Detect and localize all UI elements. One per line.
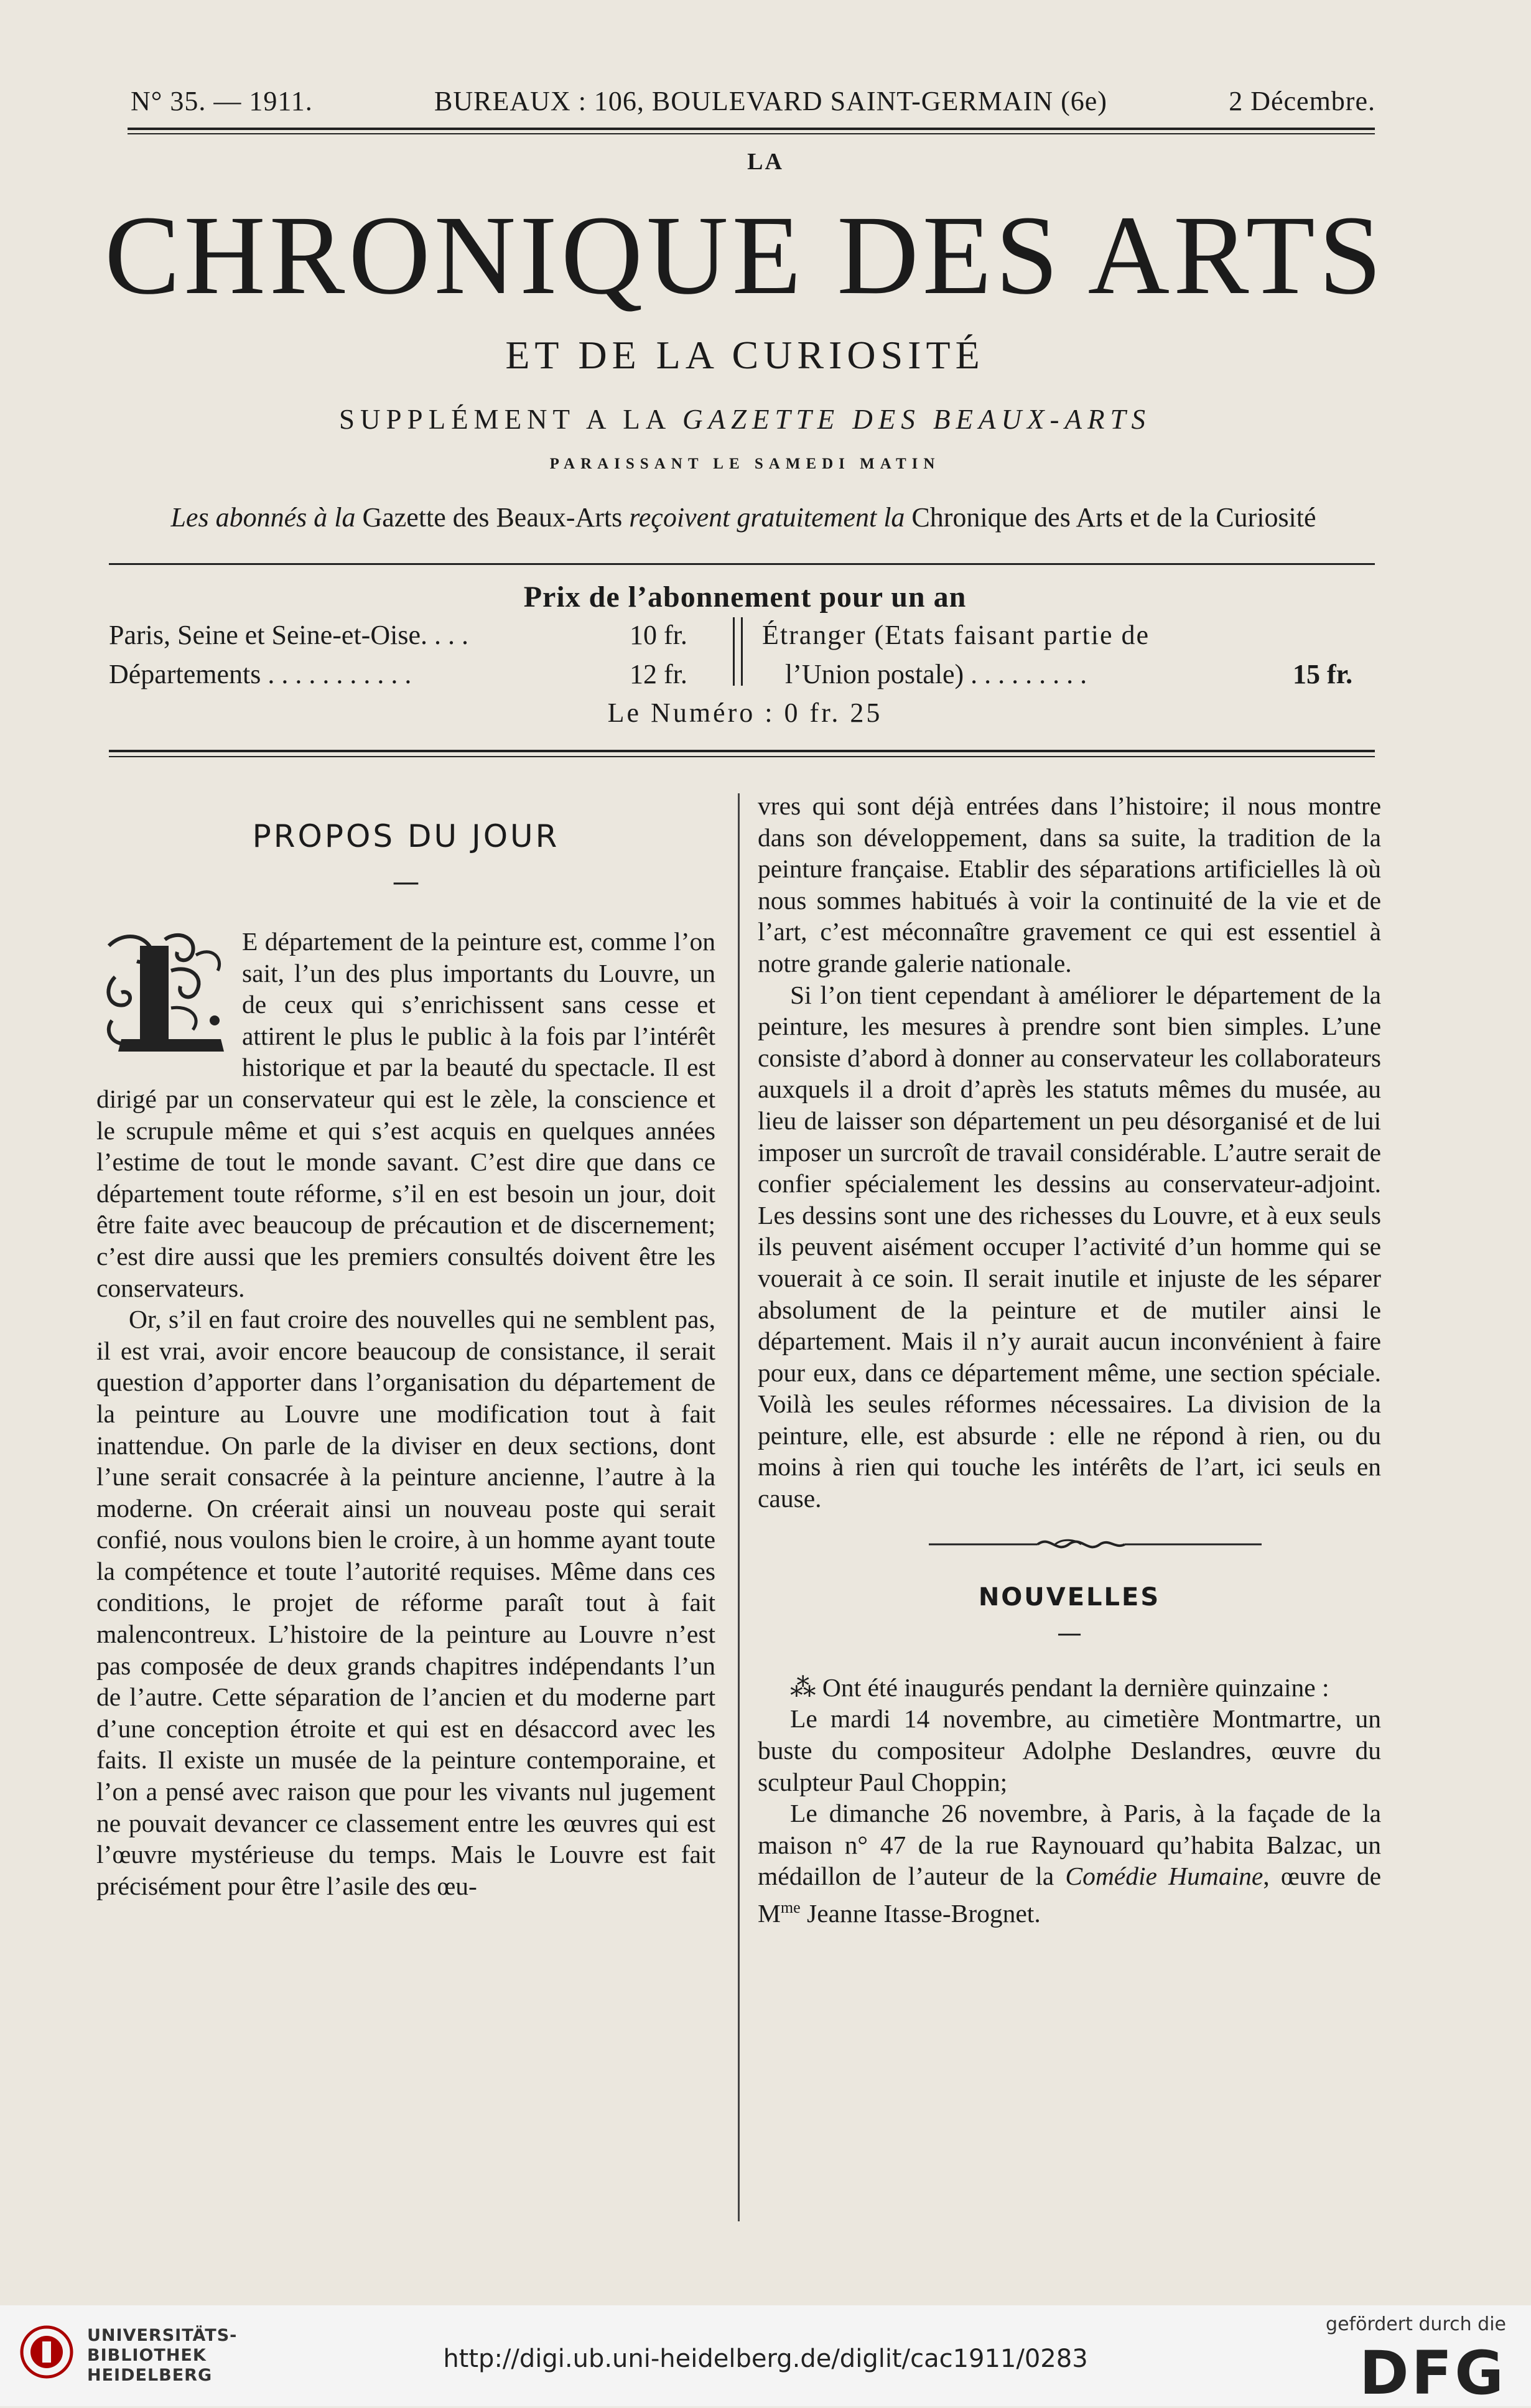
item2-pre: Le dimanche 26 novembre, à Paris, à la façade de la maison n° 47 de la rue Raynouard qu’habita Balzac, un médaillon de l’auteur de la: [758, 1799, 1381, 1891]
propos-dash: —: [392, 866, 420, 898]
paris-label: Paris, Seine et Seine-et-Oise. . . .: [109, 620, 468, 650]
departements-label: Départements . . . . . . . . . . .: [109, 659, 412, 689]
etranger-price: 15 fr.: [1293, 659, 1353, 689]
item2-italic: Comédie Humaine: [1065, 1862, 1263, 1891]
propos-paragraph-4: Si l’on tient cependant à améliorer le département de la peinture, les mesures à prendre sont bien simples. L’une consiste d’abord à donner au conservateur les collaborateurs auxquels il a droit d’après les statuts mêmes du musée, au lieu de laisser son département un peu désorganisé et de lui imposer un surcroît de travail considérable. L’autre serait de confier spécialement les dessins au conservateur-adjoint. Les dessins sont une des richesses du Louvre, et à eux seuls ils peuvent aisément occuper l’activité d’un homme qui se vouerait à ce soin. Il serait inutile et injuste de les séparer absolument de la peinture et de mutiler ainsi le département. Mais il n’y aurait aucun inconvénient à faire pour eux, dans ce département même, une section spéciale. Voilà les seules réformes nécessaires. La division de la peinture, elle, est absurde : elle ne répond à rien, ou du moins à rien qui touche les intérêts de l’art, ici seuls en cause.: [758, 980, 1381, 1513]
funded-by-label: gefördert durch die: [1326, 2313, 1506, 2335]
departements-price: 12 fr.: [630, 659, 687, 689]
nouvelles-intro-text: Ont été inaugurés pendant la dernière quinzaine :: [816, 1673, 1329, 1702]
nouvelles-heading: NOUVELLES: [978, 1582, 1161, 1612]
masthead-title: CHRONIQUE DES ARTS: [105, 193, 1385, 318]
propos-paragraph-1: E département de la peinture est, comme l’on sait, l’un des plus importants du Louvre, un de ceux qui s’enrichissent sans cesse et attirent le plus le public à la fois par l’intérêt historique et par la beauté du spectacle. Il est dirigé par un conservateur qui est le zèle, la conscience et le scrupule même et qui s’est acquis en quelques années l’estime de tout le monde savant. C’est dire que dans ce département toute réforme, s’il en est besoin un jour, doit être faite avec beaucoup de précaution et de discernement; c’est dire aussi que les premiers consultés doivent être les conservateurs.: [96, 927, 715, 1302]
issue-date: 2 Décembre.: [1229, 86, 1375, 116]
nouvelles-intro: [758, 1672, 1381, 1704]
supplement-line: [0, 403, 1490, 436]
propos-column-right: [758, 790, 1381, 1929]
paris-price: 10 fr.: [630, 620, 687, 650]
masthead-rule: [109, 563, 1375, 565]
subscription-divider-right: [741, 617, 743, 686]
office-address: BUREAUX : 106, BOULEVARD SAINT-GERMAIN (6e): [434, 86, 1107, 116]
propos-paragraph-2: Or, s’il en faut croire des nouvelles qui ne semblent pas, il est vrai, avoir encore beaucoup de consistance, il serait question d’apporter dans l’organisation du département de la peinture au Louvre une modification tout à fait inattendue. On parle de la diviser en deux sections, dont l’une serait consacrée à la peinture ancienne, l’autre à la moderne. On créerait ainsi un nouveau poste qui serait confié, nous voulons bien le croire, à un homme ayant toute la compétence et toute l’autorité requises. Même dans ces conditions, le projet de réforme paraît tout à fait malencontreux. L’histoire de la peinture au Louvre n’est pas composée de deux grands chapitres indépendants l’un de l’autre. Cette séparation de l’ancien et du moderne part d’une conception étroite et qui est en désaccord avec les faits. Il existe un musée de la peinture contemporaine, et l’on a pensé avec raison que pour les vivants nul jugement ne pouvait devancer ce classement entre les œuvres qui est l’œuvre mystérieuse du temps. Mais le Louvre est fait précisément pour être l’asile des œu-: [96, 1305, 715, 1900]
header-rule: [128, 128, 1375, 130]
subscription-title: Prix de l’abonnement pour un an: [523, 581, 967, 614]
numero-price: Le Numéro : 0 fr. 25: [607, 698, 883, 728]
asterism-icon: ⁂: [790, 1673, 816, 1702]
item2-sup: me: [780, 1898, 801, 1916]
masthead-la: LA: [747, 149, 784, 175]
nouvelles-dash: —: [1057, 1619, 1082, 1648]
library-line-3: HEIDELBERG: [87, 2366, 213, 2385]
propos-paragraph-3: vres qui sont déjà entrées dans l’histoire; il nous montre dans son développement, dans sa suite, la tradition de la peinture française. Etablir des séparations artificielles là où nous sommes habitués à voir la continuité de la vie et de l’art, c’est méconnaître gravement ce qui est essentiel à notre grande galerie nationale.: [758, 791, 1381, 978]
subscription-divider-left: [733, 617, 735, 686]
subscribers-part4: Chronique des Arts et de la Curiosité: [905, 502, 1316, 533]
dfg-logo: DFG: [1359, 2338, 1506, 2408]
header-rule-thin: [128, 133, 1375, 134]
subscribers-part3: reçoivent gratuitement la: [629, 502, 905, 533]
masthead-subtitle: ET DE LA CURIOSITÉ: [505, 333, 985, 377]
library-line-2: BIBLIOTHEK: [87, 2346, 207, 2365]
nouvelles-item-2: [758, 1798, 1381, 1929]
item2-post: , œuvre de M: [758, 1862, 1381, 1928]
issue-number: N° 35. — 1911.: [131, 86, 313, 116]
propos-column-left: [96, 926, 715, 1902]
schedule-line: PARAISSANT LE SAMEDI MATIN: [549, 455, 941, 472]
subscribers-part1: Les abonnés à la: [170, 502, 356, 533]
column-divider: [738, 793, 740, 2221]
supplement-gazette: GAZETTE DES BEAUX-ARTS: [682, 404, 1151, 435]
subscription-rule-thin: [109, 756, 1375, 757]
supplement-prefix: SUPPLÉMENT A LA: [339, 404, 683, 435]
propos-heading: PROPOS DU JOUR: [252, 818, 560, 854]
ornamental-divider: [758, 1526, 1381, 1563]
nouvelles-item-1: Le mardi 14 novembre, au cimetière Montmartre, un buste du compositeur Adolphe Deslandres, œuvre du sculpteur Paul Choppin;: [758, 1704, 1381, 1796]
ornamental-dropcap-l: [96, 927, 233, 1058]
subscribers-part2: Gazette des Beaux-Arts: [355, 502, 630, 533]
subscription-rule: [109, 750, 1375, 752]
etranger-line2: l’Union postale) . . . . . . . . .: [785, 659, 1087, 689]
subscribers-line: [93, 502, 1394, 533]
etranger-line1: Étranger (Etats faisant partie de: [762, 620, 1150, 650]
source-url-link[interactable]: http://digi.ub.uni-heidelberg.de/diglit/cac1911/0283: [443, 2345, 1088, 2373]
issue-header: [131, 80, 1375, 117]
item2-end: Jeanne Itasse-Brognet.: [800, 1898, 1041, 1928]
library-line-1: UNIVERSITÄTS-: [87, 2326, 238, 2345]
